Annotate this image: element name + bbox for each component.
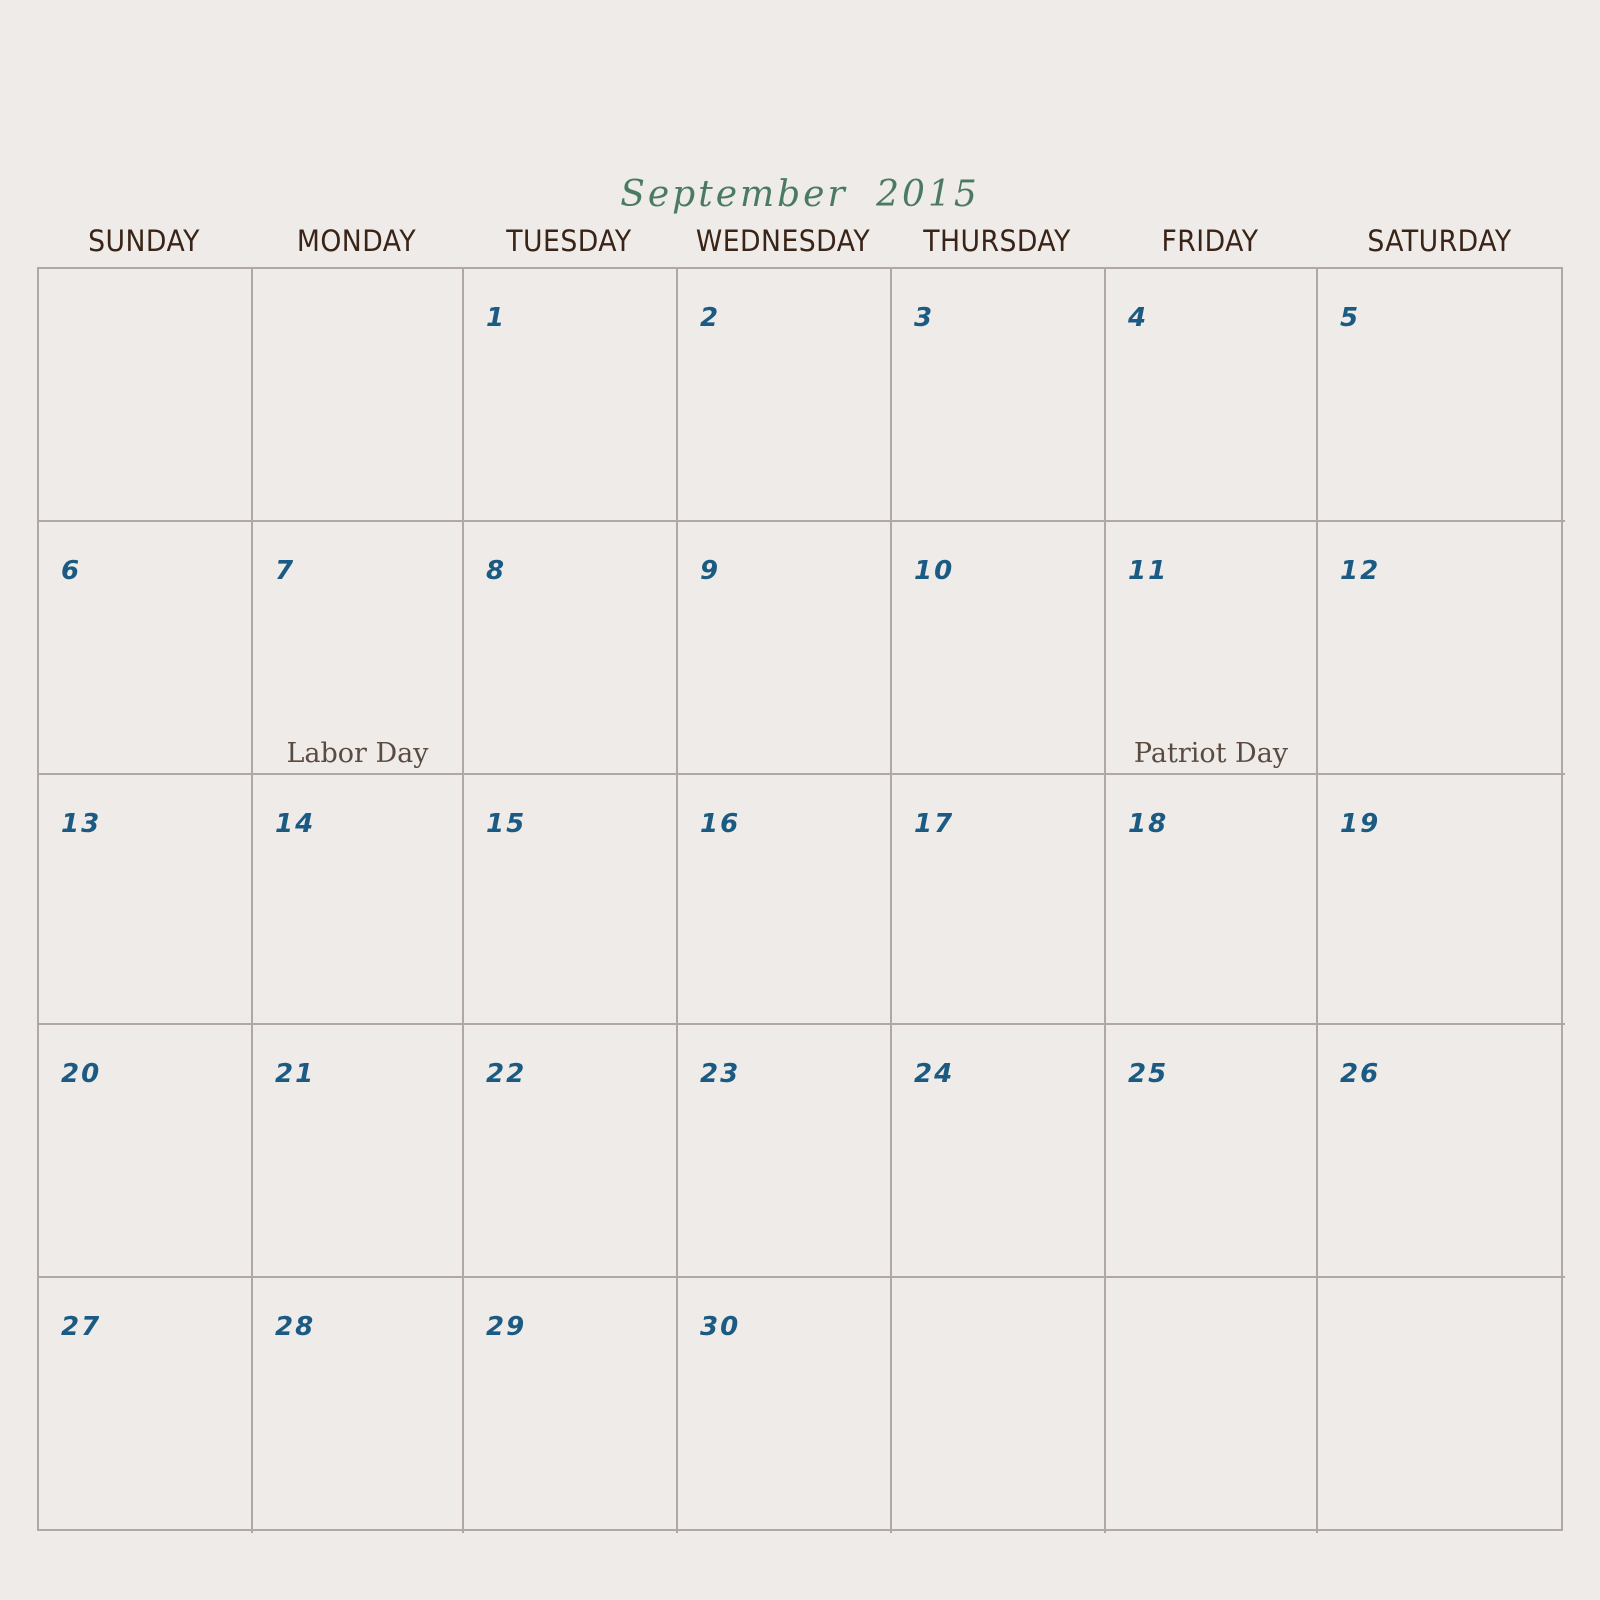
weekday-header-tuesday: TUESDAY [506,224,632,258]
day-number: 5 [1340,303,1361,333]
holiday-label: Labor Day [286,738,429,769]
day-number: 11 [1128,556,1169,586]
weekday-header-thursday: THURSDAY [923,224,1071,258]
day-cell-16[interactable] [678,775,892,1025]
empty-day-cell[interactable] [1318,1278,1565,1533]
day-number: 2 [700,303,721,333]
day-number: 16 [700,809,741,839]
day-cell-25[interactable] [1106,1025,1318,1278]
day-cell-3[interactable] [892,269,1106,522]
day-number: 19 [1340,809,1381,839]
empty-day-cell[interactable] [892,1278,1106,1533]
day-cell-23[interactable] [678,1025,892,1278]
day-cell-8[interactable] [464,522,678,775]
holiday-label: Patriot Day [1133,738,1289,769]
day-cell-5[interactable] [1318,269,1565,522]
day-number: 7 [275,556,296,586]
day-number: 14 [275,809,316,839]
day-cell-6[interactable] [39,522,253,775]
weekday-header-saturday: SATURDAY [1367,224,1512,258]
day-cell-26[interactable] [1318,1025,1565,1278]
day-cell-12[interactable] [1318,522,1565,775]
day-number: 9 [700,556,721,586]
weekday-header-wednesday: WEDNESDAY [695,224,871,258]
day-number: 26 [1340,1059,1381,1089]
day-number: 10 [914,556,955,586]
day-cell-19[interactable] [1318,775,1565,1025]
day-cell-20[interactable] [39,1025,253,1278]
day-number: 13 [61,809,102,839]
day-number: 24 [914,1059,955,1089]
day-cell-18[interactable] [1106,775,1318,1025]
day-number: 29 [486,1312,527,1342]
day-number: 12 [1340,556,1381,586]
day-cell-27[interactable] [39,1278,253,1533]
weekday-header-friday: FRIDAY [1161,224,1259,258]
day-cell-21[interactable] [253,1025,464,1278]
day-cell-4[interactable] [1106,269,1318,522]
day-number: 20 [61,1059,102,1089]
day-number: 15 [486,809,527,839]
day-cell-11[interactable] [1106,522,1318,775]
weekday-header-sunday: SUNDAY [88,224,200,258]
day-number: 25 [1128,1059,1169,1089]
day-cell-7[interactable] [253,522,464,775]
day-cell-13[interactable] [39,775,253,1025]
day-cell-17[interactable] [892,775,1106,1025]
day-number: 22 [486,1059,527,1089]
day-number: 17 [914,809,955,839]
day-cell-10[interactable] [892,522,1106,775]
day-cell-28[interactable] [253,1278,464,1533]
day-number: 23 [700,1059,741,1089]
day-cell-9[interactable] [678,522,892,775]
day-number: 21 [275,1059,316,1089]
empty-day-cell[interactable] [39,269,253,522]
day-number: 8 [486,556,507,586]
day-number: 18 [1128,809,1169,839]
day-cell-29[interactable] [464,1278,678,1533]
day-cell-22[interactable] [464,1025,678,1278]
month-title: September 2015 [620,174,980,215]
day-number: 30 [700,1312,741,1342]
day-cell-14[interactable] [253,775,464,1025]
day-number: 28 [275,1312,316,1342]
day-number: 6 [61,556,82,586]
day-cell-2[interactable] [678,269,892,522]
day-cell-30[interactable] [678,1278,892,1533]
calendar-grid [37,267,1563,1531]
day-number: 27 [61,1312,102,1342]
empty-day-cell[interactable] [1106,1278,1318,1533]
empty-day-cell[interactable] [253,269,464,522]
day-number: 3 [914,303,935,333]
day-number: 4 [1128,303,1149,333]
day-cell-15[interactable] [464,775,678,1025]
day-cell-1[interactable] [464,269,678,522]
weekday-header-monday: MONDAY [296,224,417,258]
day-number: 1 [486,303,507,333]
day-cell-24[interactable] [892,1025,1106,1278]
